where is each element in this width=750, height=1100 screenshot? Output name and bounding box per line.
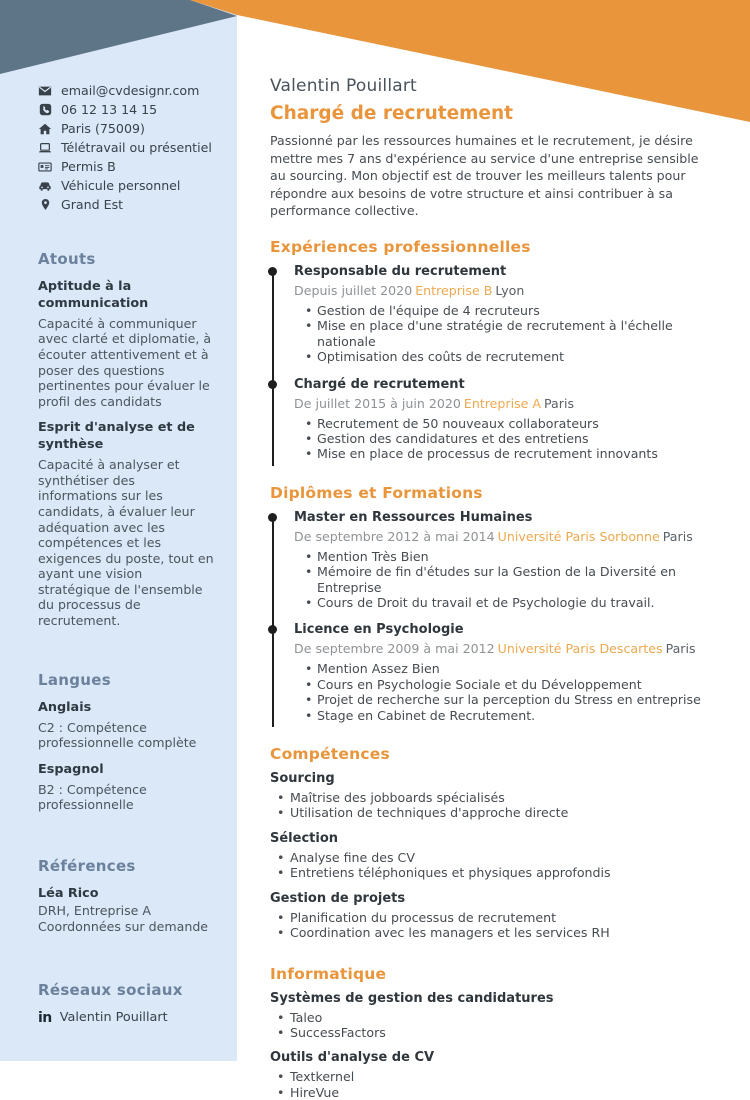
competence-group-title: Sélection bbox=[270, 831, 714, 846]
competence-group-title: Gestion de projets bbox=[270, 891, 714, 906]
language-name: Espagnol bbox=[38, 762, 215, 779]
bullet-item: • Taleo bbox=[270, 1010, 714, 1025]
experience-title: Chargé de recrutement bbox=[294, 377, 714, 392]
language-level: B2 : Compétence professionnelle bbox=[38, 782, 215, 813]
experience-date: De juillet 2015 à juin 2020 bbox=[294, 396, 461, 411]
competence-group bbox=[270, 891, 714, 941]
informatique-heading: Informatique bbox=[270, 965, 714, 983]
job-title: Chargé de recrutement bbox=[270, 103, 714, 124]
competence-group bbox=[270, 771, 714, 821]
education-date: De septembre 2012 à mai 2014 bbox=[294, 529, 495, 544]
education-meta bbox=[294, 529, 714, 544]
atout-item bbox=[38, 420, 215, 628]
bullet-item: • Stage en Cabinet de Recrutement. bbox=[294, 708, 714, 723]
bullet-item: • Entretiens téléphoniques et physiques approfondis bbox=[270, 865, 714, 880]
competence-bullets bbox=[270, 790, 714, 821]
education-bullets bbox=[294, 661, 714, 723]
langues-heading: Langues bbox=[38, 671, 215, 689]
experience-date: Depuis juillet 2020 bbox=[294, 283, 412, 298]
education-timeline bbox=[272, 510, 714, 723]
education-item bbox=[294, 510, 714, 611]
linkedin-name: Valentin Pouillart bbox=[60, 1010, 168, 1025]
experience-bullets bbox=[294, 416, 714, 462]
education-title: Licence en Psychologie bbox=[294, 622, 714, 637]
bullet-item: • Gestion de l'équipe de 4 recruteurs bbox=[294, 303, 714, 318]
education-date: De septembre 2009 à mai 2012 bbox=[294, 641, 495, 656]
competences-groups bbox=[270, 771, 714, 940]
informatique-group bbox=[270, 1050, 714, 1100]
education-location: Paris bbox=[666, 641, 696, 656]
language-name: Anglais bbox=[38, 700, 215, 717]
bullet-item: • Mise en place d'une stratégie de recrutement à l'échelle nationale bbox=[294, 318, 714, 349]
experience-location: Lyon bbox=[495, 283, 524, 298]
experience-meta bbox=[294, 283, 714, 298]
education-bullets bbox=[294, 549, 714, 611]
competence-group bbox=[270, 831, 714, 881]
reference-item bbox=[38, 886, 215, 935]
competence-bullets bbox=[270, 850, 714, 881]
bullet-item: • Mention Très Bien bbox=[294, 549, 714, 564]
contact-row-license bbox=[38, 157, 215, 176]
education-location: Paris bbox=[663, 529, 693, 544]
phone-icon bbox=[38, 103, 52, 117]
education-heading: Diplômes et Formations bbox=[270, 484, 714, 502]
informatique-bullets bbox=[270, 1069, 714, 1100]
linkedin-row[interactable] bbox=[38, 1010, 215, 1026]
bullet-item: • Optimisation des coûts de recrutement bbox=[294, 349, 714, 364]
map-pin-icon bbox=[38, 198, 52, 212]
education-org: Université Paris Descartes bbox=[498, 641, 663, 656]
id-card-icon bbox=[38, 160, 52, 174]
contact-email: email@cvdesignr.com bbox=[61, 83, 199, 98]
bullet-item: • Planification du processus de recrutement bbox=[270, 910, 714, 925]
contact-row-city bbox=[38, 119, 215, 138]
atout-item bbox=[38, 279, 215, 409]
informatique-bullets bbox=[270, 1010, 714, 1041]
bullet-item: • SuccessFactors bbox=[270, 1025, 714, 1040]
linkedin-icon: in bbox=[38, 1010, 52, 1026]
bullet-item: • Mise en place de processus de recrutement innovants bbox=[294, 446, 714, 461]
bullet-item: • Cours de Droit du travail et de Psychologie du travail. bbox=[294, 595, 714, 610]
experience-bullets bbox=[294, 303, 714, 365]
atout-text: Capacité à analyser et synthétiser des informations sur les candidats, à évaluer leur adéquation avec les compétences et les exigences du poste, tout en ayant une vision stratégique de l'ensemble du processus de recrutement. bbox=[38, 457, 215, 629]
contact-list bbox=[38, 81, 215, 214]
experience-timeline bbox=[272, 264, 714, 462]
mail-icon bbox=[38, 84, 52, 98]
reference-contact: Coordonnées sur demande bbox=[38, 919, 215, 935]
contact-vehicle: Véhicule personnel bbox=[61, 178, 180, 193]
contact-license: Permis B bbox=[61, 159, 116, 174]
informatique-group bbox=[270, 991, 714, 1041]
informatique-group-title: Outils d'analyse de CV bbox=[270, 1050, 714, 1065]
language-level: C2 : Compétence professionnelle complète bbox=[38, 720, 215, 751]
experience-item bbox=[294, 264, 714, 365]
profile-summary: Passionné par les ressources humaines et le recrutement, je désire mettre mes 7 ans d'expérience au service d'une entreprise sensible au sourcing. Mon objectif est de trouver les meilleurs talents pour répondre aux besoins de votre structure et ainsi contribuer à sa performance collective. bbox=[270, 132, 714, 220]
experience-location: Paris bbox=[544, 396, 574, 411]
experience-meta bbox=[294, 396, 714, 411]
experience-org: Entreprise B bbox=[415, 283, 492, 298]
bullet-item: • Projet de recherche sur la perception du Stress en entreprise bbox=[294, 692, 714, 707]
bullet-item: • Textkernel bbox=[270, 1069, 714, 1084]
sidebar bbox=[0, 0, 237, 1061]
atouts-heading: Atouts bbox=[38, 250, 215, 268]
education-meta bbox=[294, 641, 714, 656]
informatique-groups bbox=[270, 991, 714, 1100]
bullet-item: • Utilisation de techniques d'approche directe bbox=[270, 805, 714, 820]
experience-heading: Expériences professionnelles bbox=[270, 238, 714, 256]
bullet-item: • Analyse fine des CV bbox=[270, 850, 714, 865]
experience-item bbox=[294, 377, 714, 462]
main-column bbox=[270, 76, 714, 1100]
contact-row-phone bbox=[38, 100, 215, 119]
home-icon bbox=[38, 122, 52, 136]
informatique-group-title: Systèmes de gestion des candidatures bbox=[270, 991, 714, 1006]
contact-row-email[interactable] bbox=[38, 81, 215, 100]
person-name: Valentin Pouillart bbox=[270, 76, 714, 96]
education-org: Université Paris Sorbonne bbox=[498, 529, 660, 544]
bullet-item: • Mention Assez Bien bbox=[294, 661, 714, 676]
contact-region: Grand Est bbox=[61, 197, 123, 212]
competence-bullets bbox=[270, 910, 714, 941]
bullet-item: • Coordination avec les managers et les services RH bbox=[270, 925, 714, 940]
bullet-item: • Gestion des candidatures et des entretiens bbox=[294, 431, 714, 446]
bullet-item: • Maîtrise des jobboards spécialisés bbox=[270, 790, 714, 805]
references-heading: Références bbox=[38, 857, 215, 875]
social-heading: Réseaux sociaux bbox=[38, 981, 215, 999]
language-item bbox=[38, 700, 215, 751]
car-icon bbox=[38, 179, 52, 193]
contact-workmode: Télétravail ou présentiel bbox=[61, 140, 212, 155]
competence-group-title: Sourcing bbox=[270, 771, 714, 786]
experience-title: Responsable du recrutement bbox=[294, 264, 714, 279]
bullet-item: • Mémoire de fin d'études sur la Gestion de la Diversité en Entreprise bbox=[294, 564, 714, 595]
laptop-icon bbox=[38, 141, 52, 155]
contact-phone: 06 12 13 14 15 bbox=[61, 102, 157, 117]
education-title: Master en Ressources Humaines bbox=[294, 510, 714, 525]
bullet-item: • Cours en Psychologie Sociale et du Développement bbox=[294, 677, 714, 692]
contact-row-workmode bbox=[38, 138, 215, 157]
language-item bbox=[38, 762, 215, 813]
education-item bbox=[294, 622, 714, 723]
atout-text: Capacité à communiquer avec clarté et diplomatie, à écouter attentivement et à poser des questions pertinentes pour évaluer le profil des candidats bbox=[38, 316, 215, 410]
reference-name: Léa Rico bbox=[38, 886, 215, 903]
bullet-item: • HireVue bbox=[270, 1085, 714, 1100]
contact-row-region bbox=[38, 195, 215, 214]
atout-title: Esprit d'analyse et de synthèse bbox=[38, 420, 215, 454]
reference-role: DRH, Entreprise A bbox=[38, 903, 215, 919]
competences-heading: Compétences bbox=[270, 745, 714, 763]
experience-org: Entreprise A bbox=[464, 396, 541, 411]
contact-city: Paris (75009) bbox=[61, 121, 145, 136]
contact-row-vehicle bbox=[38, 176, 215, 195]
atout-title: Aptitude à la communication bbox=[38, 279, 215, 313]
bullet-item: • Recrutement de 50 nouveaux collaborateurs bbox=[294, 416, 714, 431]
